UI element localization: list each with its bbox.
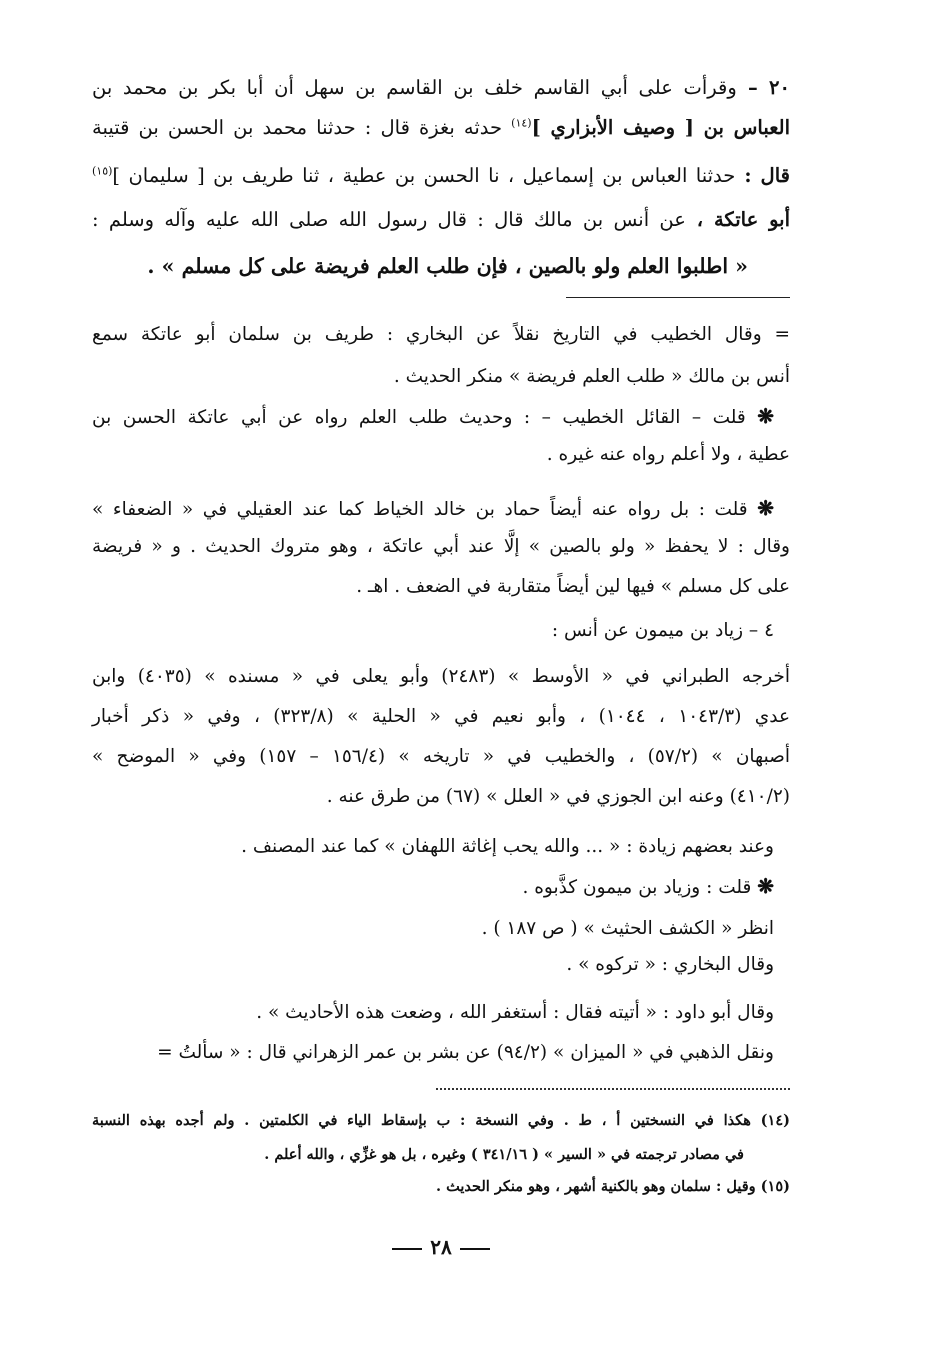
commentary-section-heading: ٤ – زياد بن ميمون عن أنس : [551,620,774,641]
commentary-line: أصبهان » (٥٧/٢) ، والخطيب في « تاريخه » (١٥٦/٤ – ١٥٧) وفي « الموضح » [92,746,790,767]
commentary-line: عدي (١٠٤٣/٣ ، ١٠٤٤) ، وأبو نعيم في « الحلية » (٣٢٣/٨) ، وفي « ذكر أخبار [92,706,790,727]
page-number: ٢٨ [92,1235,790,1259]
commentary-line: وقال : لا يحفظ « ولو بالصين » إلَّا عند أبي عاتكة ، وهو متروك الحديث . و « فريضة [92,536,790,557]
commentary-line: ونقل الذهبي في « الميزان » (٩٤/٢) عن بشر بن عمر الزهراني قال : « سألتُ = [157,1042,774,1063]
footnote-15: (١٥) وقيل : سلمان وهو بالكنية أشهر ، وهو منكر الحديث . [436,1178,790,1195]
footnote-14-line-2: في مصادر ترجمته في « السير » ( ٣٤١/١٦ ) وغيره ، بل هو غزِّي ، والله أعلم . [264,1146,744,1163]
commentary-line: ❋ قلت : وزياد بن ميمون كذَّبوه . [522,874,774,898]
commentary-line: ❋ قلت : بل رواه عنه أيضاً حماد بن خالد الخياط كما عند العقيلي في « الضعفاء » [92,496,774,520]
commentary-line: على كل مسلم » فيها لين أيضاً متقاربة في الضعف . اهـ . [356,576,790,597]
commentary-line: عطية ، ولا أعلم رواه عنه غيره . [546,444,790,465]
footnote-dotted-separator [436,1088,790,1090]
main-line-2: العباس بن [ وصيف الأبزاري ]$^{(١٤)}$ حدثه بغزة قال : حدثنا محمد بن الحسن بن قتيبة [92,116,790,139]
commentary-line: = وقال الخطيب في التاريخ نقلاً عن البخاري : طريف بن سلمان أبو عاتكة سمع [92,324,790,345]
main-line-4: أبو عاتكة ، عن أنس بن مالك قال : قال رسول الله صلى الله عليه وآله وسلم : [92,208,790,231]
commentary-line: (٤١٠/٢) وعنه ابن الجوزي في « العلل » (٦٧) من طرق عنه . [326,786,790,807]
footnote-14-line-1: (١٤) هكذا في النسختين أ ، ط . وفي النسخة : ب بإسقاط الياء في الكلمتين . ولم أجده بهذه النسبة [92,1112,790,1129]
document-page [92,70,790,1300]
hadith-text: « اطلبوا العلم ولو بالصين ، فإن طلب العلم فريضة على كل مسلم » . [147,254,748,278]
commentary-line: أنس بن مالك « طلب العلم فريضة » منكر الحديث . [393,366,790,387]
commentary-line: وعند بعضهم زيادة : « ... والله يحب إغاثة اللهفان » كما عند المصنف . [241,836,774,857]
star-icon: ❋ [757,874,774,898]
star-icon: ❋ [757,404,774,428]
commentary-line: أخرجه الطبراني في « الأوسط » (٢٤٨٣) وأبو يعلى في « مسنده » (٤٠٣٥) وابن [92,666,791,687]
commentary-line: وقال أبو داود : « أتيته فقال : أستغفر الله ، وضعت هذه الأحاديث » . [256,1002,774,1023]
commentary-line: ❋ قلت – القائل الخطيب – : وحديث طلب العلم رواه عن أبي عاتكة الحسن بن [92,404,774,428]
main-line-1: ٢٠ – وقرأت على أبي القاسم خلف بن القاسم بن سهل أن أبا بكر بن محمد بن [92,76,790,99]
commentary-line: وقال البخاري : « تركوه » . [566,954,774,975]
commentary-line: انظر « الكشف الحثيث » ( ص ١٨٧ ) . [481,918,774,939]
star-icon: ❋ [757,496,774,520]
main-line-3: قال : حدثنا العباس بن إسماعيل ، نا الحسن بن عطية ، ثنا طريف بن [ سليمان ]$^{(١٥)}$ [92,164,790,187]
footnote-separator [566,297,790,298]
